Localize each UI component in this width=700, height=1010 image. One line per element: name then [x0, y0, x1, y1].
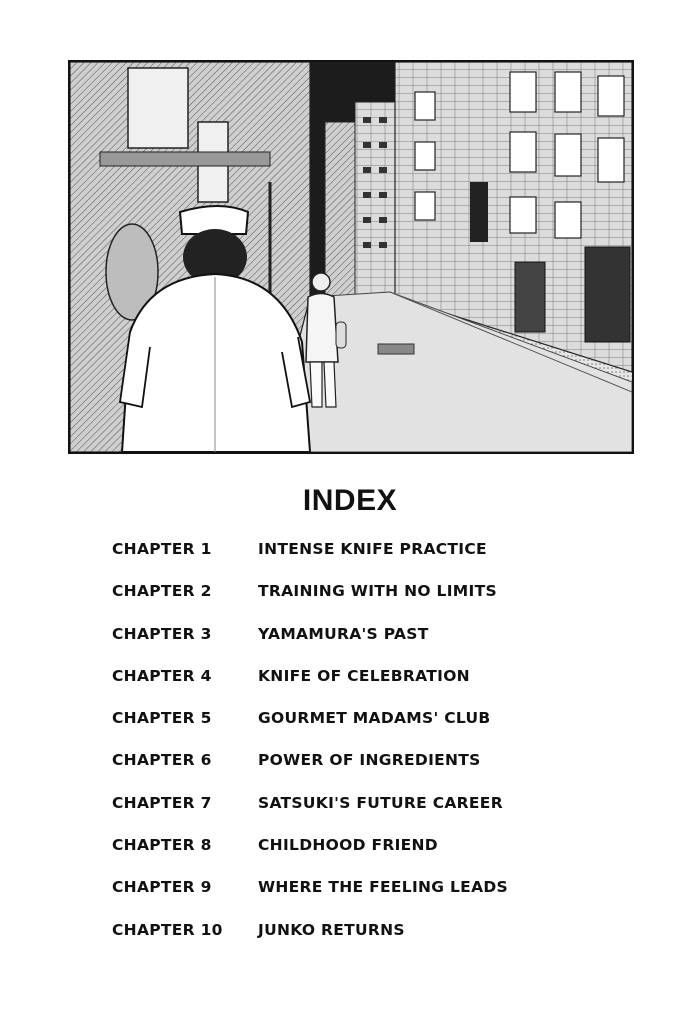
- chapter-number: CHAPTER 10: [112, 920, 223, 939]
- chapter-number: CHAPTER 1: [112, 540, 212, 558]
- chapter-title: YAMAMURA'S PAST: [258, 624, 429, 643]
- chapter-row: [112, 706, 632, 748]
- chapter-row: [112, 579, 632, 621]
- chapter-title: INTENSE KNIFE PRACTICE: [258, 540, 487, 558]
- chapter-title: WHERE THE FEELING LEADS: [258, 878, 508, 897]
- chapter-number: CHAPTER 5: [112, 709, 212, 728]
- chapter-number: CHAPTER 9: [112, 878, 212, 897]
- chapter-row: [112, 537, 632, 579]
- chapter-number: CHAPTER 4: [112, 666, 212, 685]
- chapter-row: [112, 875, 632, 917]
- table-of-contents: [112, 537, 632, 960]
- chapter-number: CHAPTER 2: [112, 582, 212, 601]
- chapter-row: [112, 918, 632, 960]
- chapter-title: KNIFE OF CELEBRATION: [258, 666, 470, 685]
- street-night-scene-illustration: [68, 60, 634, 454]
- index-title: INDEX: [302, 484, 398, 517]
- chapter-number: CHAPTER 8: [112, 836, 212, 855]
- chapter-row: [112, 791, 632, 833]
- chapter-row: [112, 622, 632, 664]
- chapter-row: [112, 833, 632, 875]
- chapter-title: CHILDHOOD FRIEND: [258, 836, 438, 855]
- chapter-row: [112, 664, 632, 706]
- chapter-row: [112, 748, 632, 790]
- chapter-number: CHAPTER 6: [112, 751, 212, 770]
- chapter-title: JUNKO RETURNS: [258, 920, 405, 939]
- chapter-title: SATSUKI'S FUTURE CAREER: [258, 793, 503, 812]
- chapter-title: GOURMET MADAMS' CLUB: [258, 709, 491, 728]
- chapter-number: CHAPTER 7: [112, 793, 212, 812]
- chapter-number: CHAPTER 3: [112, 624, 212, 643]
- chapter-title: POWER OF INGREDIENTS: [258, 751, 481, 770]
- chapter-title: TRAINING WITH NO LIMITS: [258, 582, 497, 601]
